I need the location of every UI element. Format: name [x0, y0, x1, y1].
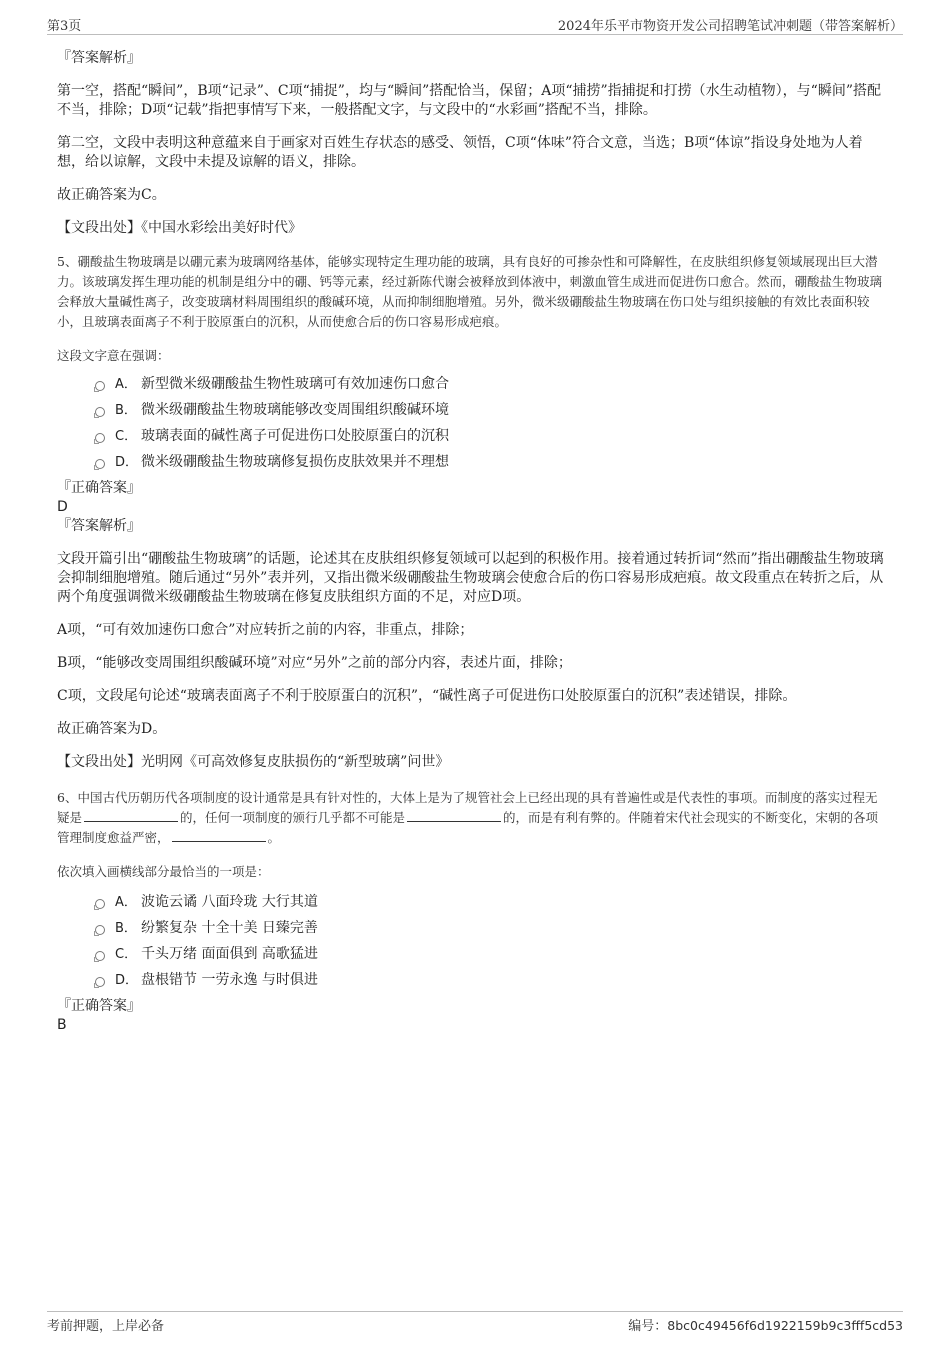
footer-slogan: 考前押题，上岸必备	[47, 1319, 165, 1334]
analysis-title: 『答案解析』	[57, 518, 141, 534]
analysis-paragraph: 第一空，搭配“瞬间”，B项“记录”、C项“捕捉”，均与“瞬间”搭配恰当，保留；A项“捕捞”指捕捉和打捞（水生动植物），与“瞬间”搭配不当，排除；D项“记载”指把事情写下来，一般搭配文字，与文段中的“水彩画”搭配不当，排除。	[57, 83, 881, 118]
question-prompt: 依次填入画横线部分最恰当的一项是：	[57, 864, 270, 879]
answer-title: 『正确答案』	[57, 480, 141, 496]
radio-icon[interactable]	[95, 381, 105, 391]
question-6	[57, 788, 887, 1034]
analysis-conclusion: 故正确答案为D。	[57, 721, 167, 737]
analysis-paragraph: 第二空，文段中表明这种意蕴来自于画家对百姓生存状态的感受、领悟，C项“体味”符合文意，当选；B项“体谅”指设身处地为人着想，给以谅解，文段中未提及谅解的语义，排除。	[57, 135, 863, 170]
passage-source: 【文段出处】《中国水彩绘出美好时代》	[57, 220, 302, 236]
answer-title: 『正确答案』	[57, 998, 141, 1014]
page-number: 第3页	[47, 19, 82, 34]
analysis-title: 『答案解析』	[57, 50, 141, 66]
document-code	[628, 1315, 903, 1334]
passage-source: 【文段出处】光明网《可高效修复皮肤损伤的“新型玻璃”问世》	[57, 754, 450, 770]
option-list	[57, 374, 887, 478]
option-letter: C．	[115, 429, 138, 444]
option-letter: B．	[115, 921, 137, 936]
option-letter: D．	[115, 973, 139, 988]
option-a[interactable]	[95, 374, 887, 400]
radio-icon[interactable]	[95, 951, 105, 961]
page-header	[47, 14, 903, 35]
option-text: 盘根错节 一劳永逸 与时俱进	[141, 972, 318, 988]
radio-icon[interactable]	[95, 977, 105, 987]
option-text: 千头万绪 面面俱到 高歌猛进	[141, 946, 318, 962]
q4-analysis	[57, 48, 887, 238]
option-text: 微米级硼酸盐生物玻璃修复损伤皮肤效果并不理想	[141, 454, 449, 470]
option-d[interactable]	[95, 452, 887, 478]
question-stem: 6、中国古代历朝历代各项制度的设计通常是具有针对性的，大体上是为了规管社会上已经出现的具有普遍性或是代表性的事项。而制度的落实过程无疑是 的，任何一项制度的颁行几乎都不可能是 的，而是有利有弊的。伴随着宋代社会现实的不断变化，宋朝的各项管理制度愈益严密， 。	[57, 790, 879, 845]
analysis-paragraph: 文段开篇引出“硼酸盐生物玻璃”的话题，论述其在皮肤组织修复领域可以起到的积极作用。接着通过转折词“然而”指出硼酸盐生物玻璃会抑制细胞增殖。随后通过“另外”表并列，又指出微米级硼酸盐生物玻璃会使愈合后的伤口容易形成疤痕。故文段重点在转折之后，从两个角度强调微米级硼酸盐生物玻璃在修复皮肤组织方面的不足，对应D项。	[57, 551, 884, 605]
analysis-conclusion: 故正确答案为C。	[57, 187, 166, 203]
code-label: 编号：	[628, 1319, 668, 1334]
option-letter: C．	[115, 947, 138, 962]
code-value: 8bc0c49456f6d1922159b9c3fff5cd53	[667, 1318, 903, 1333]
radio-icon[interactable]	[95, 407, 105, 417]
option-letter: A．	[115, 377, 137, 392]
fill-blank	[172, 829, 266, 842]
analysis-paragraph: B项，“能够改变周围组织酸碱环境”对应“另外”之前的部分内容，表述片面，排除；	[57, 655, 572, 671]
page-footer	[47, 1311, 903, 1336]
option-a[interactable]	[95, 892, 887, 918]
analysis-paragraph: C项，文段尾句论述“玻璃表面离子不利于胶原蛋白的沉积”，“碱性离子可促进伤口处胶原蛋白的沉积”表述错误，排除。	[57, 688, 797, 704]
option-text: 玻璃表面的碱性离子可促进伤口处胶原蛋白的沉积	[141, 428, 449, 444]
fill-blank	[407, 809, 501, 822]
radio-icon[interactable]	[95, 433, 105, 443]
radio-icon[interactable]	[95, 459, 105, 469]
option-letter: D．	[115, 455, 139, 470]
radio-icon[interactable]	[95, 899, 105, 909]
correct-answer: D	[57, 499, 68, 515]
option-text: 纷繁复杂 十全十美 日臻完善	[141, 920, 318, 936]
option-letter: A．	[115, 895, 137, 910]
analysis-paragraph: A项，“可有效加速伤口愈合”对应转折之前的内容，非重点，排除；	[57, 622, 474, 638]
option-letter: B．	[115, 403, 137, 418]
option-c[interactable]	[95, 426, 887, 452]
question-5	[57, 252, 887, 772]
option-list	[57, 892, 887, 996]
document-title: 2024年乐平市物资开发公司招聘笔试冲刺题（带答案解析）	[557, 19, 903, 34]
option-b[interactable]	[95, 918, 887, 944]
radio-icon[interactable]	[95, 925, 105, 935]
option-b[interactable]	[95, 400, 887, 426]
page-content	[57, 48, 887, 1034]
option-c[interactable]	[95, 944, 887, 970]
option-d[interactable]	[95, 970, 887, 996]
fill-blank	[84, 809, 178, 822]
option-text: 微米级硼酸盐生物玻璃能够改变周围组织酸碱环境	[141, 402, 449, 418]
question-stem: 5、硼酸盐生物玻璃是以硼元素为玻璃网络基体，能够实现特定生理功能的玻璃，具有良好的可掺杂性和可降解性，在皮肤组织修复领域展现出巨大潜力。该玻璃发挥生理功能的机制是组分中的硼、钙等元素，经过新陈代谢会被释放到体液中，刺激血管生成进而促进伤口愈合。然而，硼酸盐生物玻璃会释放大量碱性离子，改变玻璃材料周围组织的酸碱环境，从而抑制细胞增殖。另外，微米级硼酸盐生物玻璃在伤口处与组织接触的有效比表面积较小，且玻璃表面离子不利于胶原蛋白的沉积，从而使愈合后的伤口容易形成疤痕。	[57, 254, 883, 329]
option-text: 新型微米级硼酸盐生物性玻璃可有效加速伤口愈合	[141, 376, 449, 392]
option-text: 波诡云谲 八面玲珑 大行其道	[141, 894, 318, 910]
correct-answer: B	[57, 1017, 67, 1033]
question-prompt: 这段文字意在强调：	[57, 348, 170, 363]
